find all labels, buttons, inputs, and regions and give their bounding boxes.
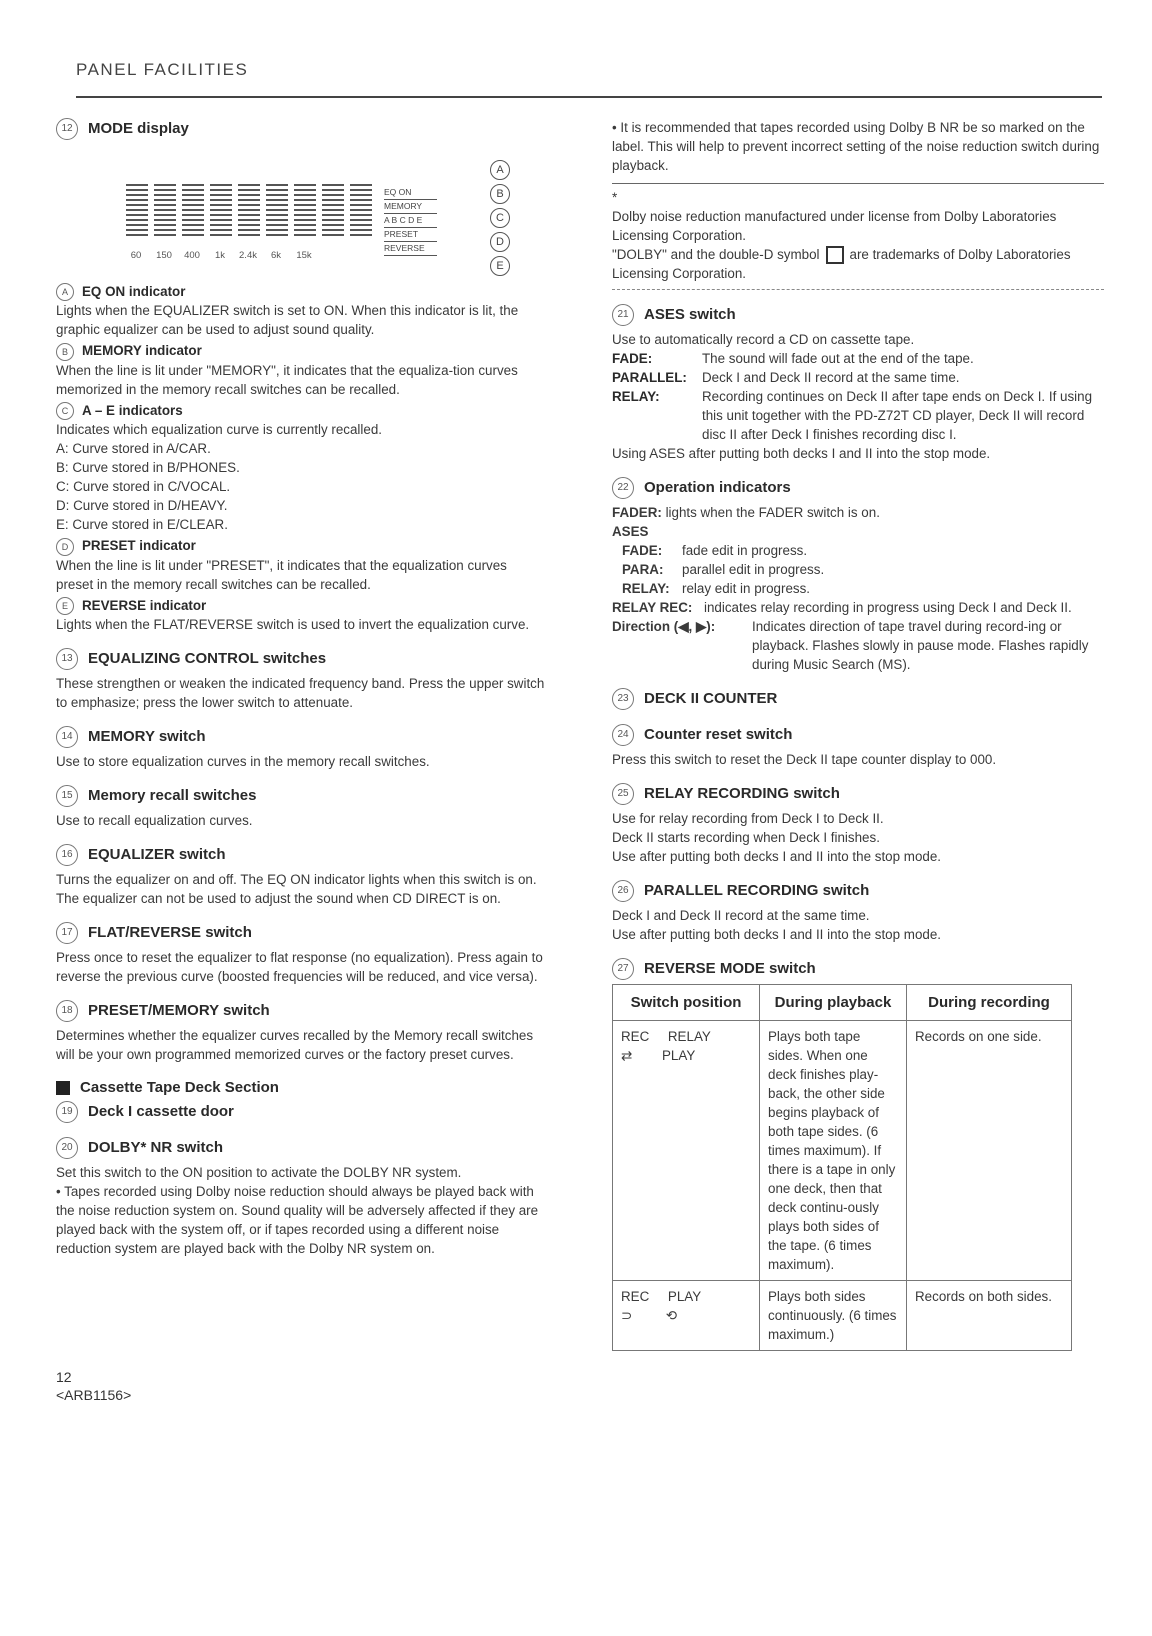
- subsection-title: REVERSE indicator: [82, 597, 207, 613]
- paragraph: Set this switch to the ON position to activate the DOLBY NR system.: [56, 1165, 462, 1181]
- document-code: <ARB1156>: [56, 1387, 132, 1403]
- paragraph: Deck II starts recording when Deck I finishes.: [612, 830, 880, 846]
- definition-row: [612, 560, 1104, 579]
- section-number: 22: [612, 477, 634, 499]
- definition-row: [612, 617, 1104, 674]
- callout-letter: D: [56, 538, 74, 556]
- curve-item: A: Curve stored in A/CAR.: [56, 441, 211, 457]
- section-title: EQUALIZING CONTROL switches: [88, 650, 327, 668]
- column-header: During playback: [760, 985, 907, 1021]
- definition-text: lights when the FADER switch is on.: [665, 505, 880, 521]
- eq-bar: [182, 184, 204, 239]
- paragraph: Press this switch to reset the Deck II tape counter display to 000.: [612, 752, 997, 768]
- section-title: MODE display: [88, 119, 189, 137]
- mode-display-diagram: [56, 146, 546, 278]
- paragraph: When the line is lit under "MEMORY", it indicates that the equaliza-tion curves memorized in the memory recall switches can be recalled.: [56, 362, 518, 397]
- switch-position-cell: [613, 1281, 760, 1351]
- definition-text: indicates relay recording in progress using Deck I and Deck II.: [704, 600, 1072, 616]
- paragraph: Lights when the FLAT/REVERSE switch is used to invert the equalization curve.: [56, 617, 530, 633]
- paragraph: Use after putting both decks I and II into the stop mode.: [612, 849, 942, 865]
- section-number: 13: [56, 648, 78, 670]
- section-title: REVERSE MODE switch: [644, 960, 816, 978]
- section-title: Deck I cassette door: [88, 1103, 234, 1121]
- eq-bar: [350, 184, 372, 239]
- paragraph: Use to automatically record a CD on cassette tape.: [612, 332, 915, 348]
- eq-bar: [294, 184, 316, 239]
- freq-label: 400: [184, 250, 200, 261]
- definition-row: [612, 368, 1104, 387]
- section-number: 23: [612, 688, 634, 710]
- freq-label: 1k: [214, 250, 226, 261]
- paragraph: Use after putting both decks I and II into the stop mode.: [612, 927, 942, 943]
- callout-letter: A: [56, 283, 74, 301]
- section-title: PARALLEL RECORDING switch: [644, 882, 870, 900]
- parallel-recording-section: [612, 880, 1104, 944]
- page-footer: [56, 1368, 131, 1404]
- freq-label: 6k: [270, 250, 282, 261]
- definition-row: [612, 579, 1104, 598]
- callout-letter: B: [490, 184, 510, 204]
- indicator-label: MEMORY: [384, 200, 437, 214]
- eq-bar: [210, 184, 232, 239]
- section-number: 20: [56, 1137, 78, 1159]
- section-number: 24: [612, 724, 634, 746]
- section-title: Operation indicators: [644, 479, 791, 497]
- section-number: 17: [56, 922, 78, 944]
- eq-freq-labels: [122, 246, 318, 265]
- memory-switch-section: [56, 726, 546, 771]
- paragraph: Use for relay recording from Deck I to Deck II.: [612, 811, 884, 827]
- recording-cell: Records on both sides.: [907, 1281, 1072, 1351]
- equalizing-control-section: [56, 648, 546, 712]
- section-title: PRESET/MEMORY switch: [88, 1002, 270, 1020]
- paragraph: Dolby noise reduction manufactured under license from Dolby Laboratories Licensing Corporation.: [612, 209, 1057, 243]
- switch-label: REC: [621, 1289, 650, 1305]
- callout-letter: C: [490, 208, 510, 228]
- eq-bar: [126, 184, 148, 239]
- definition-term: ASES: [612, 524, 649, 540]
- section-number: 26: [612, 880, 634, 902]
- table-header-row: [613, 985, 1072, 1021]
- eq-indicator-labels: [384, 186, 437, 256]
- eq-bar: [322, 184, 344, 239]
- curve-item: B: Curve stored in B/PHONES.: [56, 460, 240, 476]
- table-row: [613, 1281, 1072, 1351]
- freq-label: 150: [156, 250, 172, 261]
- eq-bars: [126, 184, 372, 239]
- definition-term: FADE:: [612, 351, 653, 367]
- playback-cell: Plays both tape sides. When one deck finishes play-back, the other side begins playback of both tape sides. (6 times maximum). If there is a tape in only one deck, then that deck continu-ously plays both sides of the tape. (6 times maximum).: [760, 1021, 907, 1281]
- section-number: 27: [612, 958, 634, 980]
- reverse-mode-section: [612, 958, 1104, 1351]
- ases-section: [612, 304, 1104, 463]
- relay-recording-section: [612, 783, 1104, 866]
- subsection-title: PRESET indicator: [82, 538, 196, 554]
- section-title: Cassette Tape Deck Section: [80, 1079, 279, 1097]
- paragraph: Press once to reset the equalizer to flat response (no equalization). Press again to reverse the previous curve (boosted frequencies will be reduced, and vice versa).: [56, 950, 543, 985]
- definition-text: Deck I and Deck II record at the same time.: [702, 370, 960, 386]
- paragraph: are trademarks of Dolby Laboratories Licensing Corporation.: [612, 247, 1071, 282]
- curve-item: D: Curve stored in D/HEAVY.: [56, 498, 228, 514]
- section-number: 14: [56, 726, 78, 748]
- column-header: Switch position: [613, 985, 760, 1021]
- paragraph: Lights when the EQUALIZER switch is set to ON. When this indicator is lit, the graphic equalizer can be used to adjust sound quality.: [56, 303, 519, 338]
- relay-arrows-icon: ⇄: [621, 1048, 633, 1064]
- mode-display-section: [56, 118, 546, 634]
- deck2-counter-section: [612, 688, 1104, 710]
- switch-label: RELAY: [667, 1029, 711, 1045]
- switch-label: PLAY: [667, 1289, 702, 1305]
- dolby-nr-section: [56, 1137, 546, 1258]
- paragraph: The equalizer can not be used to adjust the sound when CD DIRECT is on.: [56, 891, 501, 907]
- equalizer-switch-section: [56, 844, 546, 908]
- operation-indicators-section: [612, 477, 1104, 674]
- freq-label: 60: [130, 250, 142, 261]
- reverse-mode-table: [612, 984, 1072, 1351]
- definition-term: FADE:: [622, 543, 663, 559]
- paragraph: When the line is lit under "PRESET", it indicates that the equalization curves preset in the memory recall switches can be recalled.: [56, 557, 507, 592]
- section-title: Memory recall switches: [88, 787, 257, 805]
- section-number: 21: [612, 304, 634, 326]
- indicator-label: REVERSE: [384, 242, 437, 256]
- paragraph: Use to recall equalization curves.: [56, 813, 253, 829]
- paragraph: Using ASES after putting both decks I and II into the stop mode.: [612, 446, 991, 462]
- preset-memory-section: [56, 1000, 546, 1064]
- definition-term: RELAY:: [622, 581, 670, 597]
- switch-label: PLAY: [662, 1048, 696, 1064]
- section-title: DOLBY* NR switch: [88, 1139, 224, 1157]
- freq-label: 15k: [296, 250, 312, 261]
- column-header: During recording: [907, 985, 1072, 1021]
- loop-icon: ⟲: [665, 1308, 677, 1324]
- paragraph: Turns the equalizer on and off. The EQ ON indicator lights when this switch is on.: [56, 872, 537, 888]
- section-number: 15: [56, 785, 78, 807]
- section-title: RELAY RECORDING switch: [644, 785, 840, 803]
- definition-term: PARALLEL:: [612, 370, 687, 386]
- subsection-title: MEMORY indicator: [82, 343, 202, 359]
- callout-letter: D: [490, 232, 510, 252]
- section-number: 18: [56, 1000, 78, 1022]
- section-number: 19: [56, 1101, 78, 1123]
- dolby-notice: [612, 183, 1104, 290]
- definition-row: [612, 541, 1104, 560]
- eq-bar: [238, 184, 260, 239]
- table-row: [613, 1021, 1072, 1281]
- freq-label: 2.4k: [239, 250, 257, 261]
- section-number: 16: [56, 844, 78, 866]
- paragraph: Determines whether the equalizer curves recalled by the Memory recall switches will be your own programmed memorized curves or the factory preset curves.: [56, 1028, 534, 1063]
- definition-text: Recording continues on Deck II after tape ends on Deck I. If using this unit together with the PD-Z72T CD player, Deck II will record disc II after Deck I finishes recording disc I.: [702, 389, 1093, 443]
- paragraph: "DOLBY" and the double-D symbol: [612, 247, 820, 262]
- paragraph: Indicates which equalization curve is currently recalled.: [56, 422, 382, 438]
- callout-letter: E: [490, 256, 510, 276]
- definition-term: FADER:: [612, 505, 662, 521]
- memory-recall-section: [56, 785, 546, 830]
- left-column: [56, 118, 546, 1272]
- section-title: DECK II COUNTER: [644, 690, 778, 708]
- indicator-label: PRESET: [384, 228, 437, 242]
- subsection-title: A – E indicators: [82, 402, 183, 418]
- callout-letter: A: [490, 160, 510, 180]
- paragraph: Deck I and Deck II record at the same time.: [612, 908, 870, 924]
- recommendation-note: • It is recommended that tapes recorded using Dolby B NR be so marked on the label. This will help to prevent incorrect setting of the noise reduction switch during playback.: [612, 120, 1100, 173]
- section-title: ASES switch: [644, 306, 736, 324]
- section-title: EQUALIZER switch: [88, 846, 226, 864]
- definition-text: The sound will fade out at the end of the tape.: [702, 351, 974, 367]
- eq-bar: [266, 184, 288, 239]
- paragraph: These strengthen or weaken the indicated frequency band. Press the upper switch to emphasize; press the lower switch to attenuate.: [56, 676, 545, 711]
- definition-text: parallel edit in progress.: [682, 562, 825, 578]
- section-number: 12: [56, 118, 78, 140]
- callout-letter: B: [56, 343, 74, 361]
- switch-position-cell: [613, 1021, 760, 1281]
- callout-letter: C: [56, 402, 74, 420]
- footnote-mark: *: [612, 190, 618, 205]
- counter-reset-section: [612, 724, 1104, 769]
- section-number: 25: [612, 783, 634, 805]
- section-title: Counter reset switch: [644, 726, 793, 744]
- eq-bar: [154, 184, 176, 239]
- definition-text: relay edit in progress.: [682, 581, 811, 597]
- definition-term: PARA:: [622, 562, 664, 578]
- cassette-section-heading: [56, 1078, 546, 1097]
- right-column: [612, 118, 1104, 1365]
- definition-text: Indicates direction of tape travel during record-ing or playback. Flashes slowly in pause mode. Flashes rapidly during Music Search (MS).: [752, 619, 1089, 673]
- page-number: 12: [56, 1369, 72, 1385]
- one-way-icon: ⊃: [621, 1308, 633, 1324]
- curve-item: C: Curve stored in C/VOCAL.: [56, 479, 231, 495]
- page-header: PANEL FACILITIES: [76, 60, 249, 79]
- definition-term: Direction (◀, ▶):: [612, 619, 716, 635]
- header-rule: [76, 96, 1102, 98]
- indicator-label: A B C D E: [384, 214, 437, 228]
- paragraph: Use to store equalization curves in the memory recall switches.: [56, 754, 430, 770]
- double-d-icon: [826, 246, 844, 264]
- flat-reverse-section: [56, 922, 546, 986]
- definition-row: [612, 598, 1104, 617]
- definition-term: RELAY REC:: [612, 600, 693, 616]
- subsection-title: EQ ON indicator: [82, 284, 186, 299]
- definition-text: fade edit in progress.: [682, 543, 808, 559]
- playback-cell: Plays both sides continuously. (6 times maximum.): [760, 1281, 907, 1351]
- indicator-label: EQ ON: [384, 186, 437, 200]
- callout-letters: [490, 160, 510, 280]
- definition-term: RELAY:: [612, 389, 660, 405]
- deck1-door-section: [56, 1101, 546, 1123]
- recording-cell: Records on one side.: [907, 1021, 1072, 1281]
- section-marker-icon: [56, 1081, 70, 1095]
- definition-row: [612, 349, 1104, 368]
- section-title: MEMORY switch: [88, 728, 206, 746]
- switch-label: REC: [621, 1029, 650, 1045]
- section-title: FLAT/REVERSE switch: [88, 924, 252, 942]
- curve-item: E: Curve stored in E/CLEAR.: [56, 517, 228, 533]
- callout-letter: E: [56, 597, 74, 615]
- definition-row: [612, 387, 1104, 444]
- bullet-paragraph: • Tapes recorded using Dolby noise reduction should always be played back with the noise reduction system on. Sound quality will be adversely affected if they are played back with the system off, or if tapes recorded using a different noise reduction system are played back with the Dolby NR system on.: [56, 1184, 539, 1257]
